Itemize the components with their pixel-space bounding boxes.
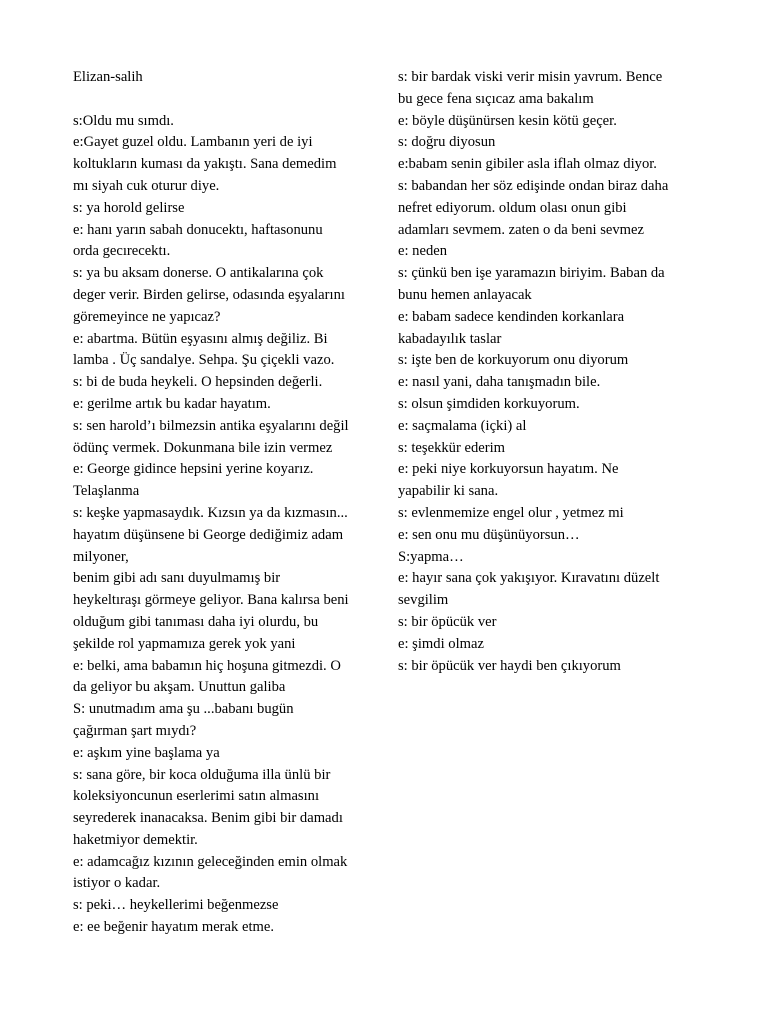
dialogue-line: mı siyah cuk oturur diye. <box>73 177 220 194</box>
dialogue-line: s: babandan her söz edişinde ondan biraz daha <box>398 177 669 194</box>
dialogue-line: e: babam sadece kendinden korkanlara <box>398 308 625 325</box>
right-column-lines <box>398 67 710 677</box>
dialogue-line: nefret ediyorum. oldum olası onun gibi <box>398 199 627 216</box>
dialogue-line: koltukların kuması da yakıştı. Sana demedim <box>73 156 337 173</box>
dialogue-line: e: aşkım yine başlama ya <box>73 744 220 761</box>
dialogue-line: lamba . Üç sandalye. Sehpa. Şu çiçekli vazo. <box>73 352 335 369</box>
dialogue-line: yapabilir ki sana. <box>398 483 499 500</box>
dialogue-line: kabadayılık taslar <box>398 330 502 347</box>
dialogue-line: s: evlenmemize engel olur , yetmez mi <box>398 504 624 521</box>
dialogue-line: orda gecırecektı. <box>73 243 171 260</box>
dialogue-line: istiyor o kadar. <box>73 875 161 892</box>
dialogue-line: heykeltıraşı görmeye geliyor. Bana kalırsa beni <box>73 592 349 609</box>
dialogue-line: e:babam senin gibiler asla iflah olmaz diyor. <box>398 156 657 173</box>
dialogue-line: e: böyle düşünürsen kesin kötü geçer. <box>398 112 617 129</box>
dialogue-line: s: teşekkür ederim <box>398 439 505 456</box>
dialogue-line: s: çünkü ben işe yaramazın biriyim. Baban da <box>398 265 665 282</box>
blank-line <box>73 89 373 111</box>
dialogue-line: s: doğru diyosun <box>398 134 496 151</box>
dialogue-line: göremeyince ne yapıcaz? <box>73 308 221 325</box>
dialogue-line: S:yapma… <box>398 548 464 565</box>
dialogue-line: e: ee beğenir hayatım merak etme. <box>73 919 274 936</box>
dialogue-line: olduğum gibi tanıması daha iyi olurdu, bu <box>73 613 319 630</box>
dialogue-line: adamları sevmem. zaten o da beni sevmez <box>398 221 644 238</box>
dialogue-line: şekilde rol yapmamıza gerek yok yani <box>73 635 296 652</box>
dialogue-line: e: şimdi olmaz <box>398 635 484 652</box>
dialogue-line: Telaşlanma <box>73 483 140 500</box>
dialogue-line: çağırman şart mıydı? <box>73 722 197 739</box>
dialogue-line: e: adamcağız kızının geleceğinden emin olmak <box>73 853 348 870</box>
dialogue-line: s: ya bu aksam donerse. O antikalarına çok <box>73 265 324 282</box>
dialogue-line: S: unutmadım ama şu ...babanı bugün <box>73 701 294 718</box>
dialogue-line: s: keşke yapmasaydık. Kızsın ya da kızmasın... <box>73 504 348 521</box>
dialogue-line: bu gece fena sıçıcaz ama bakalım <box>398 90 594 107</box>
dialogue-line: s: peki… heykellerimi beğenmezse <box>73 897 279 914</box>
dialogue-line: e: hanı yarın sabah donucektı, haftasonunu <box>73 221 323 238</box>
dialogue-line: deger verir. Birden gelirse, odasında eşyalarını <box>73 286 345 303</box>
dialogue-line: s: sana göre, bir koca olduğuma illa ünlü bir <box>73 766 331 783</box>
dialogue-line: hayatım düşünsene bi George dediğimiz adam <box>73 526 344 543</box>
dialogue-line: e: abartma. Bütün eşyasını almış değiliz. Bi <box>73 330 328 347</box>
dialogue-line: s:Oldu mu sımdı. <box>73 112 174 129</box>
dialogue-line: e: sen onu mu düşünüyorsun… <box>398 526 580 543</box>
left-column-lines <box>73 111 373 939</box>
dialogue-line: s: bir bardak viski verir misin yavrum. Bence <box>398 69 663 85</box>
dialogue-line: koleksiyoncunun eserlerimi satın almasını <box>73 788 320 805</box>
right-column <box>398 67 710 677</box>
dialogue-line: e: nasıl yani, daha tanışmadın bile. <box>398 374 601 391</box>
dialogue-line: e: George gidince hepsini yerine koyarız. <box>73 461 314 478</box>
dialogue-line: s: ya horold gelirse <box>73 199 185 216</box>
dialogue-line: seyrederek inanacaksa. Benim gibi bir damadı <box>73 810 343 827</box>
document-title: Elizan-salih <box>73 69 143 85</box>
dialogue-line: e: belki, ama babamın hiç hoşuna gitmezdi. O <box>73 657 341 674</box>
dialogue-line: e: peki niye korkuyorsun hayatım. Ne <box>398 461 619 478</box>
dialogue-line: milyoner, <box>73 548 129 565</box>
dialogue-line: haketmiyor demektir. <box>73 831 198 848</box>
dialogue-line: s: olsun şimdiden korkuyorum. <box>398 395 580 412</box>
dialogue-line: da geliyor bu akşam. Unuttun galiba <box>73 679 286 696</box>
dialogue-line: sevgilim <box>398 592 449 609</box>
dialogue-line: s: işte ben de korkuyorum onu diyorum <box>398 352 629 369</box>
dialogue-line: e: neden <box>398 243 448 260</box>
dialogue-line: e:Gayet guzel oldu. Lambanın yeri de iyi <box>73 134 313 151</box>
dialogue-line: benim gibi adı sanı duyulmamış bir <box>73 570 281 587</box>
dialogue-line: e: saçmalama (içki) al <box>398 417 527 434</box>
dialogue-line: e: hayır sana çok yakışıyor. Kıravatını düzelt <box>398 570 660 587</box>
dialogue-line: s: bir öpücük ver <box>398 613 497 630</box>
dialogue-line: bunu hemen anlayacak <box>398 286 532 303</box>
left-column <box>73 67 373 939</box>
dialogue-line: ödünç vermek. Dokunmana bile izin vermez <box>73 439 333 456</box>
dialogue-line: e: gerilme artık bu kadar hayatım. <box>73 395 271 412</box>
dialogue-line: s: bi de buda heykeli. O hepsinden değerli. <box>73 374 323 391</box>
dialogue-line: s: bir öpücük ver haydi ben çıkıyorum <box>398 657 621 674</box>
dialogue-line: s: sen harold’ı bilmezsin antika eşyalarını değil <box>73 417 349 434</box>
